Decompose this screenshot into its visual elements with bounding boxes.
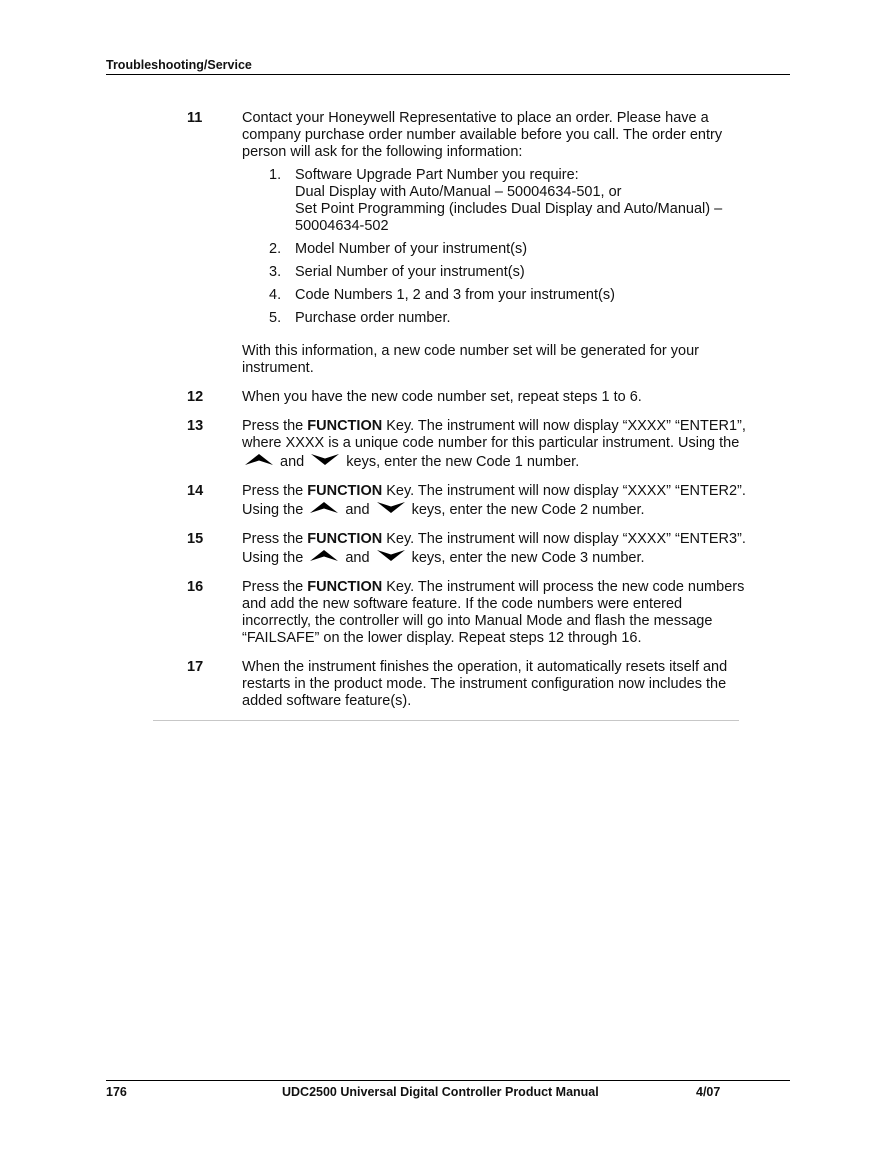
list-item: 3. Serial Number of your instrument(s) [269, 264, 525, 280]
step-12 [187, 389, 747, 406]
step-number: 17 [187, 659, 204, 675]
step-followup-text: With this information, a new code number set will be generated for your instrument. [242, 343, 699, 376]
function-key-label: FUNCTION [307, 579, 383, 595]
down-arrow-key-icon [376, 548, 406, 563]
step-number: 15 [187, 531, 204, 547]
page-header [106, 58, 790, 75]
list-item: 4. Code Numbers 1, 2 and 3 from your instrument(s) [269, 287, 615, 303]
list-item: 5. Purchase order number. [269, 310, 451, 326]
up-arrow-key-icon [244, 452, 274, 467]
list-item: 2. Model Number of your instrument(s) [269, 241, 528, 257]
up-arrow-key-icon [309, 548, 339, 563]
step-number: 16 [187, 579, 204, 595]
required-info-list [269, 167, 747, 327]
step-number: 11 [187, 110, 203, 126]
step-number: 12 [187, 389, 204, 405]
step-text: Press the FUNCTION Key. The instrument will process the new code numbers and add the new software feature. If the code numbers were entered incorrectly, the controller will go into Manual Mode and flash the message “FAILSAFE” on the lower display. Repeat steps 12 through 16. [242, 579, 745, 646]
revision-date: 4/07 [696, 1085, 721, 1099]
function-key-label: FUNCTION [307, 418, 383, 434]
function-key-label: FUNCTION [307, 483, 383, 499]
down-arrow-key-icon [310, 452, 340, 467]
down-arrow-key-icon [376, 500, 406, 515]
procedure-steps [187, 110, 747, 722]
step-text: Press the FUNCTION Key. The instrument will now display “XXXX” “ENTER1”, where XXXX is a unique code number for this particular instrument. Using the and keys, enter the new Code 1 number. [242, 418, 746, 470]
step-text: Contact your Honeywell Representative to place an order. Please have a company purchase order number available before you call. The order entry person will ask for the following information: [242, 110, 723, 160]
step-text: When the instrument finishes the operation, it automatically resets itself and restarts in the product mode. The instrument configuration now includes the added software feature(s). [242, 659, 728, 709]
step-number: 14 [187, 483, 204, 499]
page-number: 176 [106, 1085, 127, 1099]
step-text: When you have the new code number set, repeat steps 1 to 6. [242, 389, 642, 405]
step-15 [187, 531, 747, 567]
step-11 [187, 110, 747, 377]
step-text: Press the FUNCTION Key. The instrument will now display “XXXX” “ENTER2”. Using the and keys, enter the new Code 2 number. [242, 483, 746, 518]
step-text: Press the FUNCTION Key. The instrument will now display “XXXX” “ENTER3”. Using the and keys, enter the new Code 3 number. [242, 531, 746, 566]
manual-title: UDC2500 Universal Digital Controller Product Manual [282, 1085, 599, 1099]
end-of-procedure-rule [153, 720, 739, 721]
function-key-label: FUNCTION [307, 531, 383, 547]
step-number: 13 [187, 418, 204, 434]
up-arrow-key-icon [309, 500, 339, 515]
list-item: 1. Software Upgrade Part Number you require: Dual Display with Auto/Manual – 50004634-501, or Set Point Programming (includes Dual Display and Auto/Manual) – 50004634-502 [269, 167, 723, 234]
section-title: Troubleshooting/Service [106, 58, 252, 72]
step-17 [187, 659, 747, 710]
step-14 [187, 483, 747, 519]
step-16 [187, 579, 747, 647]
page-footer [106, 1080, 790, 1099]
step-13 [187, 418, 747, 471]
